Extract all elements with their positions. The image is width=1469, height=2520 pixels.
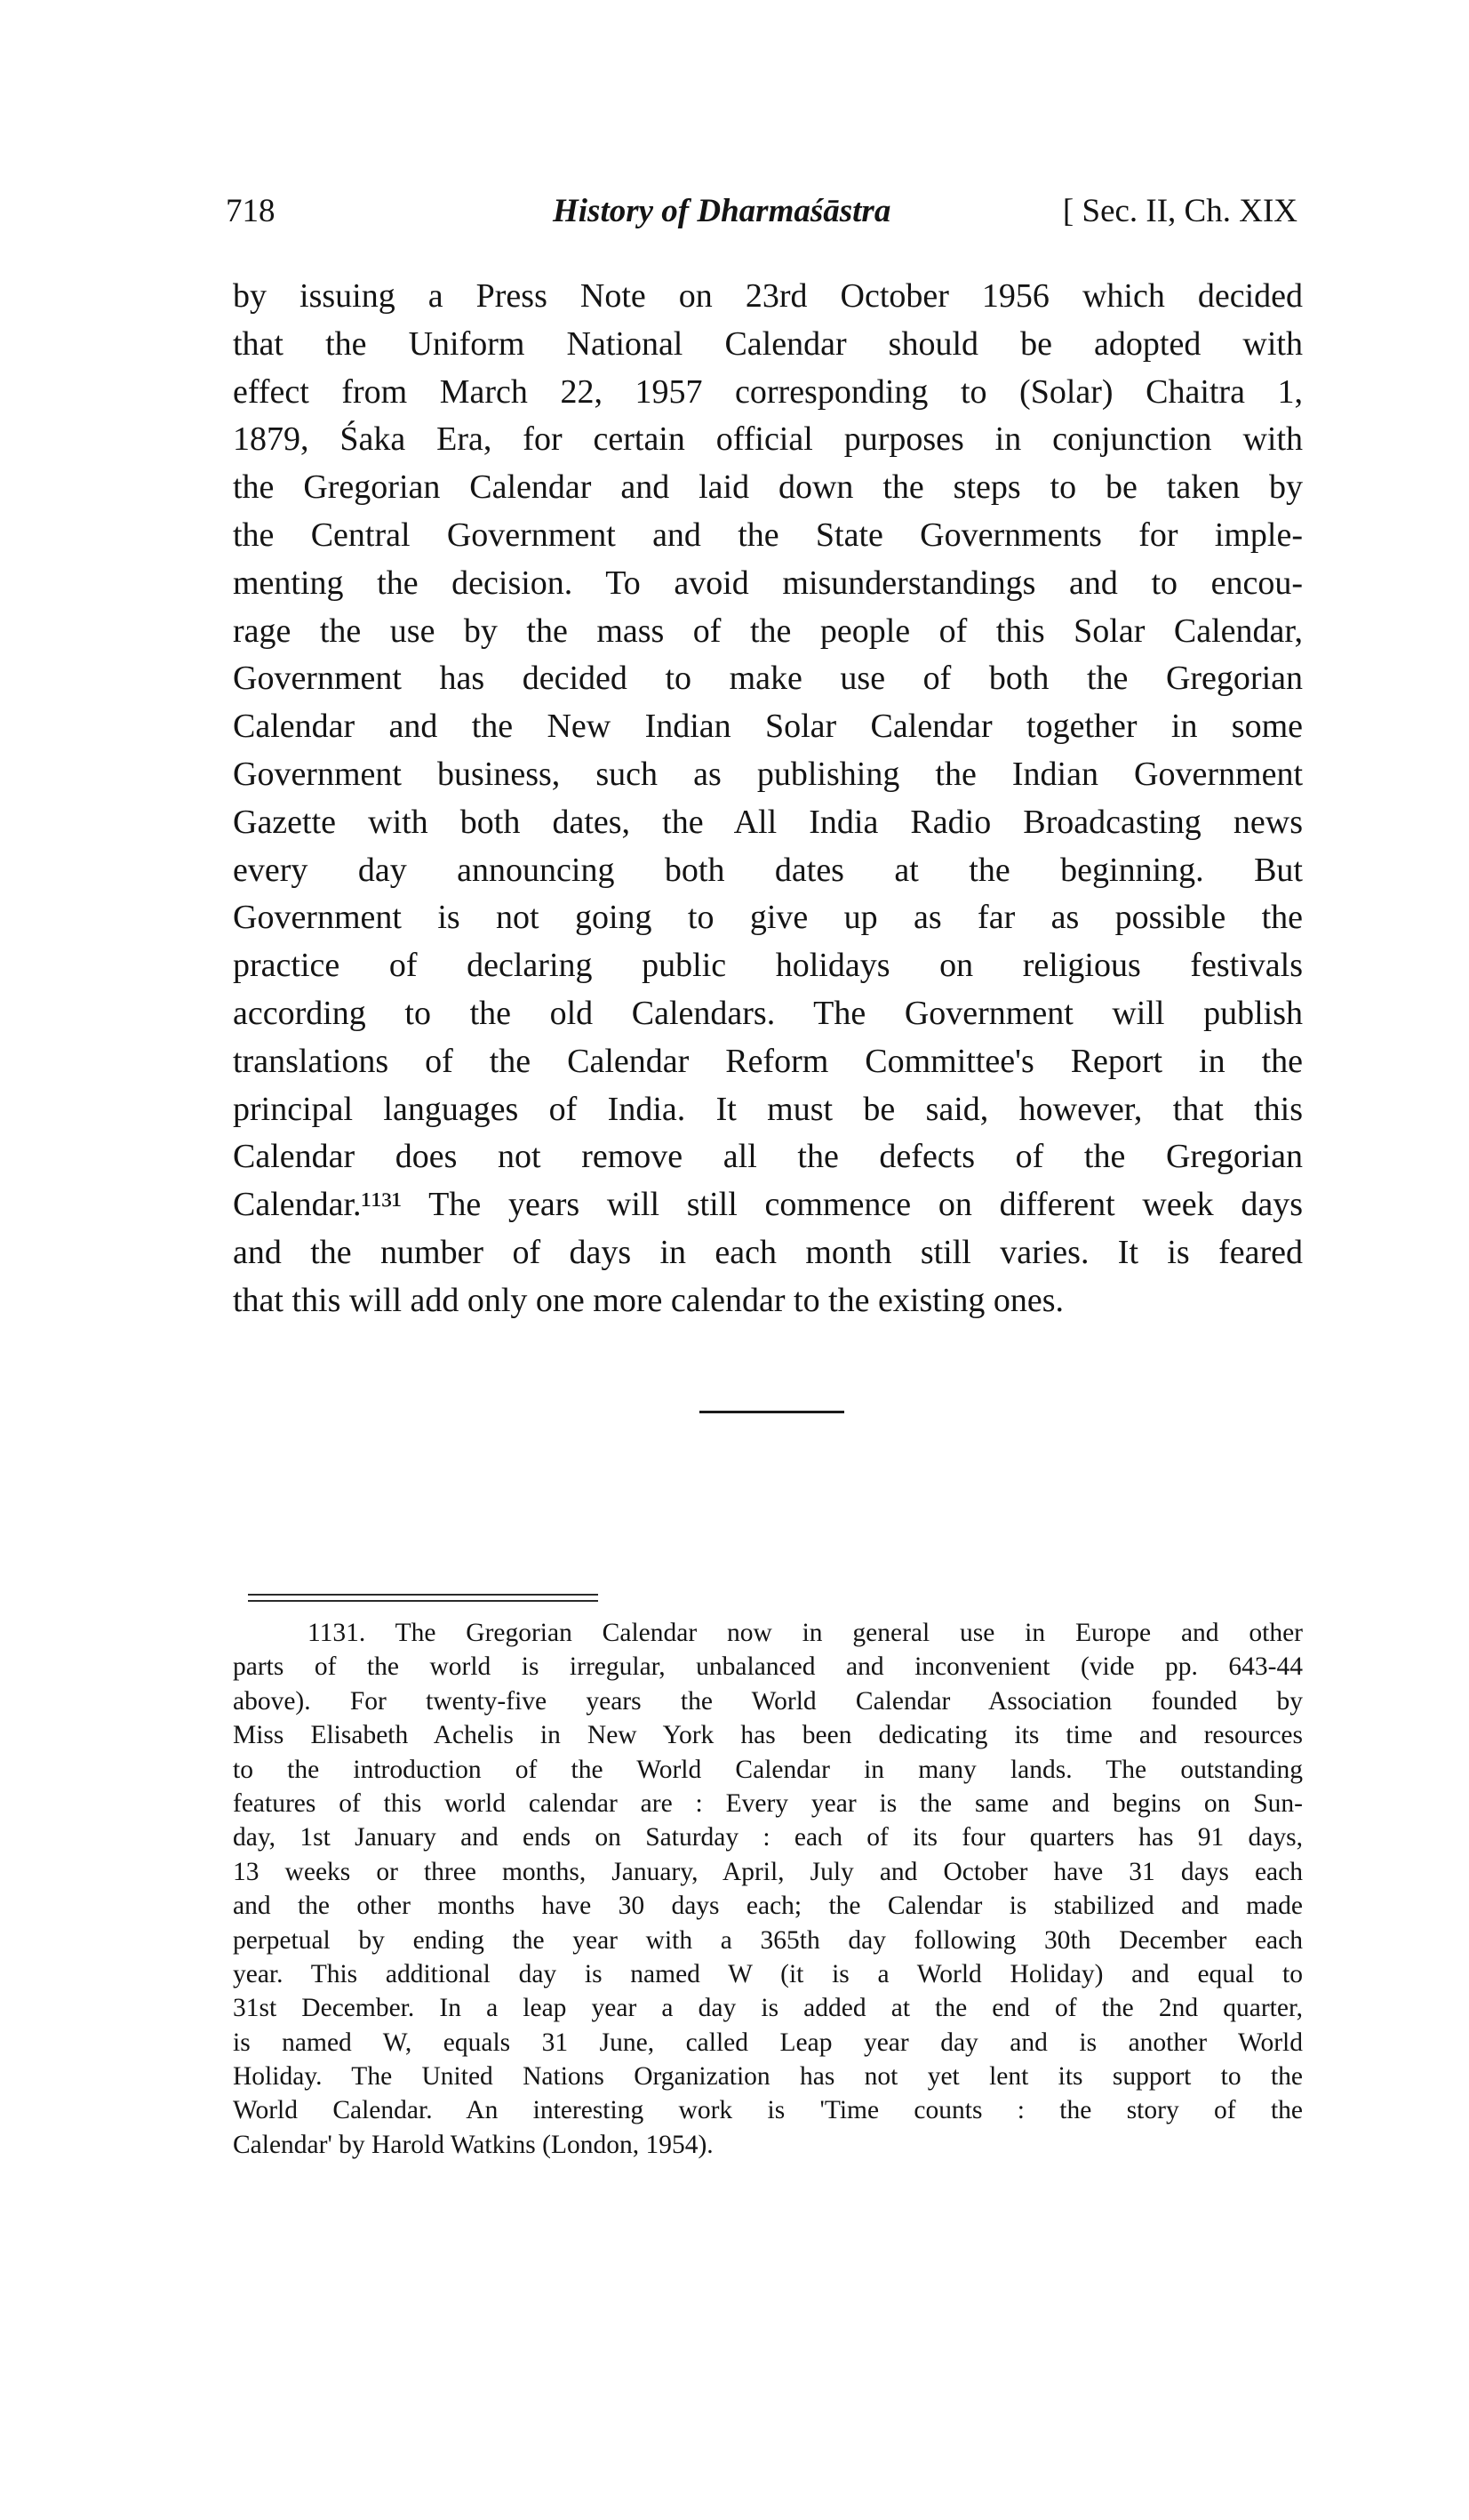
footnote-line: perpetual by ending the year with a 365th day following 30th December each	[233, 1925, 1303, 1955]
text-line: every day announcing both dates at the beginning. But	[233, 851, 1303, 889]
text-line: Calendar.¹¹³¹ The years will still commence on different week days	[233, 1186, 1303, 1224]
footnote-line: Calendar' by Harold Watkins (London, 1954).	[233, 2130, 714, 2159]
text-line: by issuing a Press Note on 23rd October 1956 which decided	[233, 277, 1303, 315]
text-line: Calendar does not remove all the defects of the Gregorian	[233, 1138, 1303, 1176]
text-line: that the Uniform National Calendar should be adopted with	[233, 324, 1303, 363]
footnote-line: day, 1st January and ends on Saturday : each of its four quarters has 91 days,	[233, 1823, 1303, 1852]
text-line: according to the old Calendars. The Government will publish	[233, 994, 1303, 1032]
text-line: the Gregorian Calendar and laid down the steps to be taken by	[233, 468, 1303, 507]
text-line: principal languages of India. It must be said, however, that this	[233, 1090, 1303, 1128]
footnote-line: Miss Elisabeth Achelis in New York has been dedicating its time and resources	[233, 1721, 1303, 1750]
section-reference: [ Sec. II, Ch. XIX	[1062, 193, 1297, 229]
text-line: the Central Government and the State Governments for imple-	[233, 516, 1303, 554]
text-line: menting the decision. To avoid misunderstandings and to encou-	[233, 564, 1303, 602]
text-line: and the number of days in each month still varies. It is feared	[233, 1233, 1303, 1271]
footnote-line: to the introduction of the World Calendar in many lands. The outstanding	[233, 1755, 1303, 1784]
footnote-1131	[233, 1616, 1303, 2162]
main-text	[233, 273, 1303, 1325]
footnote-rule	[248, 1594, 598, 1602]
text-line: Government is not going to give up as far as possible the	[233, 899, 1303, 937]
text-line: practice of declaring public holidays on religious festivals	[233, 947, 1303, 985]
footnote-line: above). For twenty-five years the World Calendar Association founded by	[233, 1686, 1303, 1716]
footnote-line: 13 weeks or three months, January, April, July and October have 31 days each	[233, 1857, 1303, 1886]
running-head	[226, 185, 1297, 238]
book-title: History of Dharmaśāstra	[553, 193, 891, 229]
text-line: Calendar and the New Indian Solar Calendar together in some	[233, 708, 1303, 746]
footnote-line: 31st December. In a leap year a day is added at the end of the 2nd quarter,	[233, 1994, 1303, 2023]
footnote-line: parts of the world is irregular, unbalanced and inconvenient (vide pp. 643-44	[233, 1652, 1303, 1682]
text-line: 1879, Śaka Era, for certain official purposes in conjunction with	[233, 420, 1303, 459]
text-line: Gazette with both dates, the All India Radio Broadcasting news	[233, 803, 1303, 841]
text-line: translations of the Calendar Reform Committee's Report in the	[233, 1042, 1303, 1080]
footnote-line: World Calendar. An interesting work is 'Time counts : the story of the	[233, 2096, 1303, 2125]
footnote-line: Holiday. The United Nations Organization has not yet lent its support to the	[233, 2062, 1303, 2092]
page-number: 718	[226, 193, 275, 229]
footnote-line: features of this world calendar are : Every year is the same and begins on Sun-	[233, 1788, 1303, 1818]
text-line: rage the use by the mass of the people of this Solar Calendar,	[233, 612, 1303, 650]
footnote-line: 1131. The Gregorian Calendar now in general use in Europe and other	[307, 1619, 1303, 1647]
section-divider	[699, 1411, 844, 1413]
text-line: effect from March 22, 1957 corresponding to (Solar) Chaitra 1,	[233, 372, 1303, 411]
text-line: Government business, such as publishing the Indian Government	[233, 755, 1303, 793]
text-line: Government has decided to make use of both the Gregorian	[233, 660, 1303, 698]
footnote-line: is named W, equals 31 June, called Leap year day and is another World	[233, 2028, 1303, 2057]
footnote-line: year. This additional day is named W (it is a World Holiday) and equal to	[233, 1959, 1303, 1988]
footnote-line: and the other months have 30 days each; the Calendar is stabilized and made	[233, 1892, 1303, 1921]
text-line: that this will add only one more calendar to the existing ones.	[233, 1281, 1065, 1319]
